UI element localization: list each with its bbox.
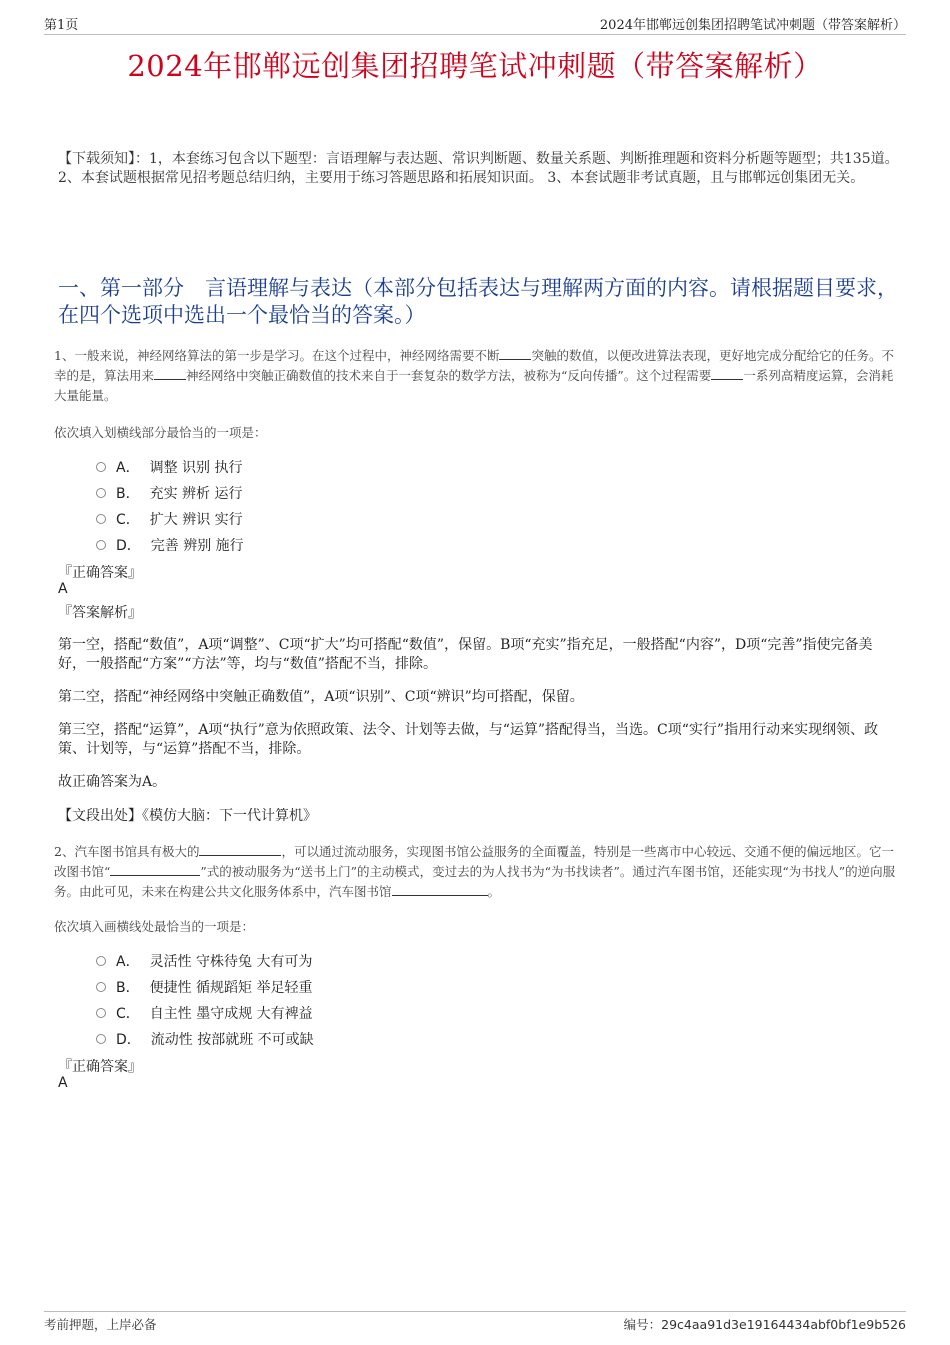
- footer-divider: [44, 1311, 906, 1312]
- footer-slogan: 考前押题，上岸必备: [44, 1317, 157, 1332]
- q2-answer: A: [58, 1075, 68, 1091]
- header-divider: [44, 34, 906, 35]
- q1-analysis-1: 第一空，搭配“数值”，A项“调整”、C项“扩大”均可搭配“数值”，保留。B项“充实”指充足，一般搭配“内容”，D项“完善”指使完备美好，一般搭配“方案”“方法”等，均与“数值”搭配不当，排除。: [58, 637, 873, 672]
- section-heading: 一、第一部分 言语理解与表达（本部分包括表达与理解两方面的内容。请根据题目要求，在四个选项中选出一个最恰当的答案。）: [58, 276, 898, 327]
- question-1-prompt: 依次填入划横线部分最恰当的一项是：: [54, 425, 267, 440]
- q2-option-d[interactable]: D． 流动性 按部就班 不可或缺: [96, 1029, 314, 1049]
- q1-analysis-2: 第二空，搭配“神经网络中突触正确数值”，A项“识别”、C项“辨识”均可搭配，保留。: [58, 689, 584, 705]
- page-number: 第1页: [44, 18, 79, 33]
- radio-icon[interactable]: [96, 540, 106, 550]
- q1-answer-label: 『正确答案』: [58, 565, 142, 581]
- q1-option-a[interactable]: A． 调整 识别 执行: [96, 457, 242, 477]
- q1-option-c[interactable]: C． 扩大 辨识 实行: [96, 509, 243, 529]
- q1-analysis-3: 第三空，搭配“运算”，A项“执行”意为依照政策、法令、计划等去做，与“运算”搭配得当，当选。C项“实行”指用行动来实现纲领、政策、计划等，与“运算”搭配不当，排除。: [58, 722, 879, 757]
- footer-code: [624, 1315, 906, 1333]
- q1-option-d[interactable]: D． 完善 辨别 施行: [96, 535, 244, 555]
- q1-option-b[interactable]: B． 充实 辨析 运行: [96, 483, 243, 503]
- footer-code-value: 29c4aa91d3e19164434abf0bf1e9b526: [661, 1317, 906, 1332]
- blank-2: [154, 367, 186, 380]
- radio-icon[interactable]: [96, 514, 106, 524]
- footer-code-label: 编号：: [623, 1317, 662, 1332]
- radio-icon[interactable]: [96, 1034, 106, 1044]
- q1-answer: A: [58, 581, 68, 597]
- radio-icon[interactable]: [96, 956, 106, 966]
- q1-analysis-4: 故正确答案为A。: [58, 774, 167, 790]
- q1-analysis-label: 『答案解析』: [58, 605, 142, 621]
- radio-icon[interactable]: [96, 982, 106, 992]
- radio-icon[interactable]: [96, 1008, 106, 1018]
- header-doc-title: 2024年邯郸远创集团招聘笔试冲刺题（带答案解析）: [599, 18, 906, 33]
- blank-1: [199, 843, 281, 856]
- download-notice: 【下载须知】：1，本套练习包含以下题型：言语理解与表达题、常识判断题、数量关系题、判断推理题和资料分析题等题型；共135道。 2、本套试题根据常见招考题总结归纳，主要用于练习答题思路和拓展知识面。 3、本套试题非考试真题，且与邯郸远创集团无关。: [58, 151, 899, 186]
- blank-2: [110, 863, 200, 876]
- document-title: 2024年邯郸远创集团招聘笔试冲刺题（带答案解析）: [127, 49, 823, 83]
- q2-option-a[interactable]: A． 灵活性 守株待兔 大有可为: [96, 951, 312, 971]
- q2-option-b[interactable]: B． 便捷性 循规蹈矩 举足轻重: [96, 977, 313, 997]
- q2-answer-label: 『正确答案』: [58, 1059, 142, 1075]
- blank-1: [499, 347, 531, 360]
- q1-source: 【文段出处】《模仿大脑：下一代计算机》: [58, 808, 317, 824]
- q2-option-c[interactable]: C． 自主性 墨守成规 大有裨益: [96, 1003, 313, 1023]
- question-2-stem: 2、汽车图书馆具有极大的 ，可以通过流动服务，实现图书馆公益服务的全面覆盖，特别是一些离市中心较远、交通不便的偏远地区。它一改图书馆“ ”式的被动服务为“送书上门”的主动模式，变过去的为人找书为“为书找读者”。通过汽车图书馆，还能实现“为书找人”的逆向服务。由此可见，未来在构建公共文化服务体系中，汽车图书馆 。: [54, 844, 896, 899]
- blank-3: [711, 367, 743, 380]
- radio-icon[interactable]: [96, 462, 106, 472]
- question-1-stem: 1、一般来说，神经网络算法的第一步是学习。在这个过程中，神经网络需要不断 突触的数值，以便改进算法表现，更好地完成分配给它的任务。不幸的是，算法用来 神经网络中突触正确数值的技术来自于一套复杂的数学方法，被称为“反向传播”。这个过程需要 一系列高精度运算，会消耗大量能量。: [54, 348, 894, 403]
- question-2-prompt: 依次填入画横线处最恰当的一项是：: [54, 919, 255, 934]
- blank-3: [392, 883, 488, 896]
- radio-icon[interactable]: [96, 488, 106, 498]
